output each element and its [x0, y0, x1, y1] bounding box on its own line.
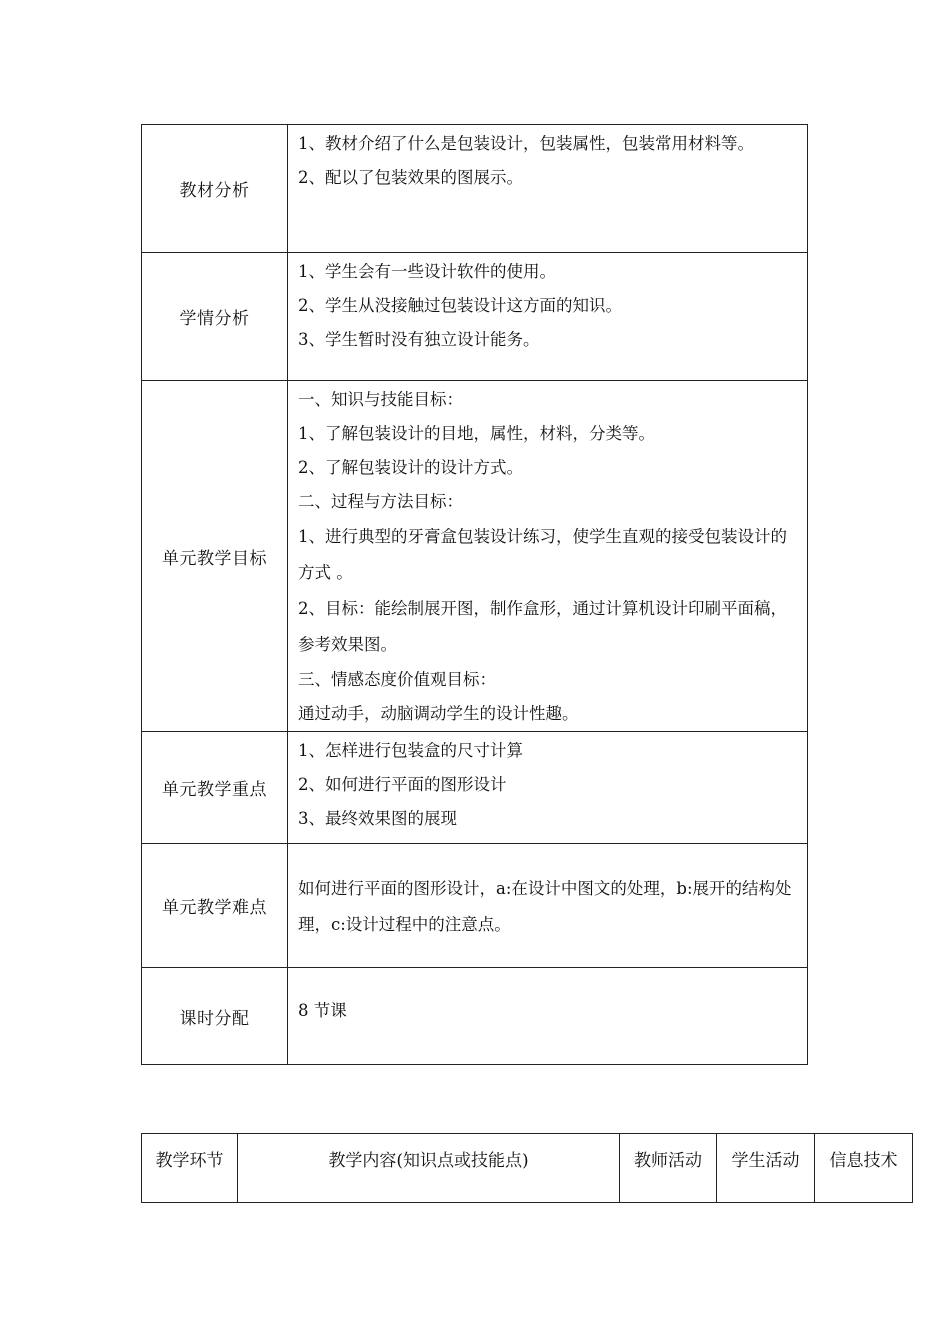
content-line: 1、了解包装设计的目地，属性，材料，分类等。 [298, 424, 655, 443]
table-row [142, 125, 808, 253]
content-line: 2、了解包装设计的设计方式。 [298, 458, 523, 477]
row-label: 单元教学难点 [142, 844, 288, 968]
table-row [142, 732, 808, 844]
table-row [142, 253, 808, 381]
content-line: 2、如何进行平面的图形设计 [298, 775, 507, 794]
row-label: 单元教学重点 [142, 732, 288, 844]
content-line: 一、知识与技能目标： [298, 390, 463, 409]
content-line: 3、最终效果图的展现 [298, 809, 457, 828]
content-line: 如何进行平面的图形设计，a:在设计中图文的处理，b:展开的结构处理，c:设计过程中的注意点。 [298, 878, 792, 934]
table-row [142, 844, 808, 968]
column-header: 教师活动 [620, 1134, 717, 1203]
content-line: 1、怎样进行包装盒的尺寸计算 [298, 741, 523, 760]
content-line: 三、情感态度价值观目标： [298, 670, 496, 689]
row-label: 教材分析 [142, 125, 288, 253]
row-label: 学情分析 [142, 253, 288, 381]
row-label: 课时分配 [142, 968, 288, 1065]
row-content [288, 732, 808, 844]
content-line: 通过动手，动脑调动学生的设计性趣。 [298, 704, 579, 723]
lesson-structure-table [141, 1133, 913, 1203]
content-line: 1、教材介绍了什么是包装设计，包装属性，包装常用材料等。 [298, 134, 754, 153]
content-line: 8 节课 [298, 1001, 347, 1020]
table-header-row [142, 1134, 913, 1203]
content-line: 2、学生从没接触过包装设计这方面的知识。 [298, 296, 622, 315]
content-line: 3、学生暂时没有独立设计能务。 [298, 330, 540, 349]
column-header: 学生活动 [717, 1134, 815, 1203]
content-line: 1、进行典型的牙膏盒包装设计练习，使学生直观的接受包装设计的方式 。 [298, 527, 787, 582]
column-header: 教学内容(知识点或技能点) [238, 1134, 620, 1203]
column-header: 教学环节 [142, 1134, 238, 1203]
row-content [288, 125, 808, 253]
column-header: 信息技术 [815, 1134, 913, 1203]
row-label: 单元教学目标 [142, 381, 288, 732]
table-row [142, 968, 808, 1065]
content-line: 二、过程与方法目标： [298, 492, 463, 511]
row-content [288, 381, 808, 732]
row-content [288, 253, 808, 381]
table-row [142, 381, 808, 732]
content-line: 1、学生会有一些设计软件的使用。 [298, 262, 556, 281]
row-content [288, 844, 808, 968]
unit-plan-table [141, 124, 808, 1065]
content-line: 2、目标：能绘制展开图，制作盒形，通过计算机设计印刷平面稿，参考效果图。 [298, 599, 787, 654]
content-line: 2、配以了包装效果的图展示。 [298, 168, 523, 187]
row-content [288, 968, 808, 1065]
